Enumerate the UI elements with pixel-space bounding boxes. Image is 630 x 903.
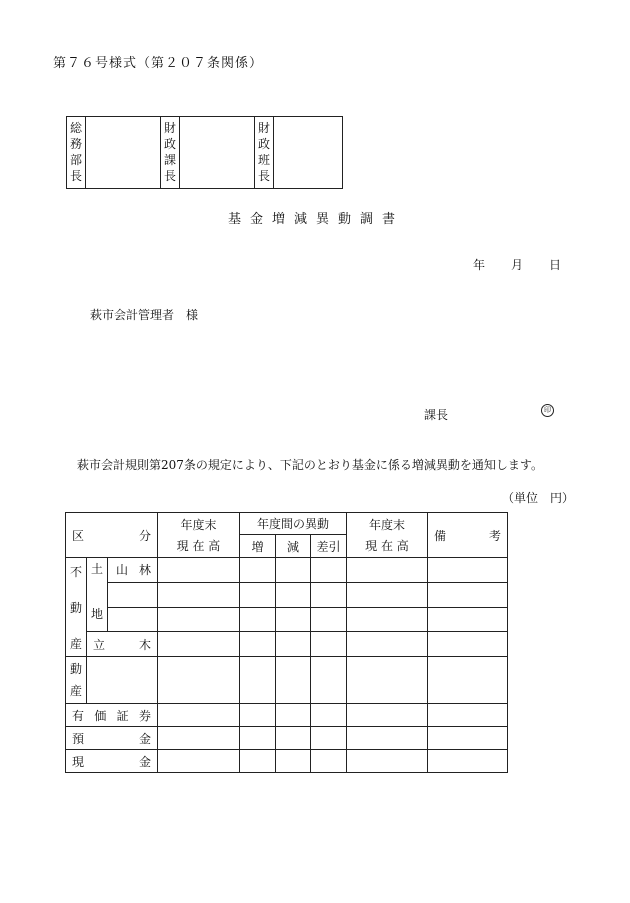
header-increase: 増 — [240, 535, 276, 558]
header-difference: 差引 — [311, 535, 347, 558]
cell-input[interactable] — [158, 607, 240, 632]
row-label-land: 土 地 — [87, 558, 108, 632]
table-row — [66, 607, 508, 632]
cell-input[interactable] — [347, 657, 428, 704]
cell-input[interactable] — [240, 558, 276, 583]
cell-input[interactable] — [240, 727, 276, 750]
table-header-row — [66, 513, 508, 535]
cell-input[interactable] — [276, 582, 311, 607]
header-curr-year-balance: 年度末 現 在 高 — [347, 513, 428, 558]
unit-label: （単位 円） — [502, 491, 575, 505]
cell-input[interactable] — [158, 750, 240, 773]
cell-input[interactable] — [276, 727, 311, 750]
date-month: 月 — [511, 258, 524, 272]
addressee: 萩市会計管理者 様 — [90, 308, 199, 322]
cell-input[interactable] — [240, 632, 276, 657]
date-year: 年 — [473, 258, 486, 272]
cell-input[interactable] — [158, 632, 240, 657]
cell-input[interactable] — [276, 632, 311, 657]
row-label-securities: 有 価 証 券 — [66, 704, 158, 727]
notice-text: 萩市会計規則第207条の規定により、下記のとおり基金に係る増減異動を通知します。 — [77, 458, 543, 472]
cell-input[interactable] — [276, 657, 311, 704]
cell-input[interactable] — [428, 750, 508, 773]
row-label-standing-timber: 立 木 — [87, 632, 158, 657]
cell-input[interactable] — [347, 704, 428, 727]
table-row — [66, 632, 508, 657]
table-row — [66, 750, 508, 773]
row-label-movable: 動 産 — [66, 657, 87, 704]
cell-input[interactable] — [428, 632, 508, 657]
cell-input[interactable] — [158, 582, 240, 607]
cell-input[interactable] — [347, 607, 428, 632]
table-row — [66, 704, 508, 727]
header-remarks: 備 考 — [428, 513, 508, 558]
cell-input[interactable] — [240, 582, 276, 607]
form-number: 第７６号様式（第２０７条関係） — [53, 56, 264, 71]
cell-input[interactable] — [276, 558, 311, 583]
row-label-deposits: 預 金 — [66, 727, 158, 750]
approval-stamp-box[interactable] — [86, 117, 161, 189]
cell-input[interactable] — [311, 727, 347, 750]
approval-boxes — [66, 116, 343, 189]
cell-input[interactable] — [311, 750, 347, 773]
table-row — [66, 582, 508, 607]
cell-input[interactable] — [347, 582, 428, 607]
cell-input[interactable] — [240, 750, 276, 773]
table-row — [66, 657, 508, 704]
header-annual-change: 年度間の異動 — [240, 513, 347, 535]
approval-label-finance-section: 財 政 課 長 — [161, 117, 180, 189]
cell-input[interactable] — [428, 607, 508, 632]
cell-input[interactable] — [276, 607, 311, 632]
row-label-cash: 現 金 — [66, 750, 158, 773]
cell-input[interactable] — [158, 657, 240, 704]
cell-input[interactable] — [240, 704, 276, 727]
cell-input[interactable] — [347, 750, 428, 773]
cell-input[interactable] — [347, 727, 428, 750]
cell-input[interactable] — [428, 558, 508, 583]
date-line[interactable] — [473, 256, 561, 273]
cell-input[interactable] — [311, 632, 347, 657]
cell-input[interactable] — [428, 704, 508, 727]
row-label-forest: 山 林 — [108, 558, 158, 583]
cell-input[interactable] — [428, 657, 508, 704]
cell-input[interactable] — [276, 750, 311, 773]
cell-input[interactable] — [240, 657, 276, 704]
section-chief-label: 課長 — [424, 408, 449, 422]
header-decrease: 減 — [276, 535, 311, 558]
row-label-realestate: 不 動 産 — [66, 558, 87, 657]
cell-input[interactable] — [311, 558, 347, 583]
seal-icon: 印 — [541, 404, 554, 417]
cell-input[interactable] — [276, 704, 311, 727]
header-prev-year-balance: 年度末 現 在 高 — [158, 513, 240, 558]
approval-stamp-box[interactable] — [180, 117, 255, 189]
header-category: 区 分 — [66, 513, 158, 558]
cell-input[interactable] — [311, 607, 347, 632]
document-title: 基金増減異動調書 — [228, 212, 405, 227]
fund-change-table — [65, 512, 508, 773]
cell-input[interactable] — [347, 558, 428, 583]
cell-input[interactable] — [158, 558, 240, 583]
cell-input[interactable] — [240, 607, 276, 632]
cell-input[interactable] — [158, 727, 240, 750]
approval-label-finance-team: 財 政 班 長 — [255, 117, 274, 189]
cell-input[interactable] — [428, 582, 508, 607]
cell-input[interactable] — [311, 704, 347, 727]
approval-label-general-affairs: 総 務 部 長 — [67, 117, 86, 189]
table-row — [66, 727, 508, 750]
date-day: 日 — [549, 258, 562, 272]
cell-input[interactable] — [87, 657, 158, 704]
cell-input[interactable] — [158, 704, 240, 727]
cell-input[interactable] — [311, 582, 347, 607]
cell-input[interactable] — [108, 582, 158, 607]
cell-input[interactable] — [428, 727, 508, 750]
cell-input[interactable] — [108, 607, 158, 632]
table-row — [66, 558, 508, 583]
cell-input[interactable] — [347, 632, 428, 657]
cell-input[interactable] — [311, 657, 347, 704]
approval-stamp-box[interactable] — [274, 117, 343, 189]
